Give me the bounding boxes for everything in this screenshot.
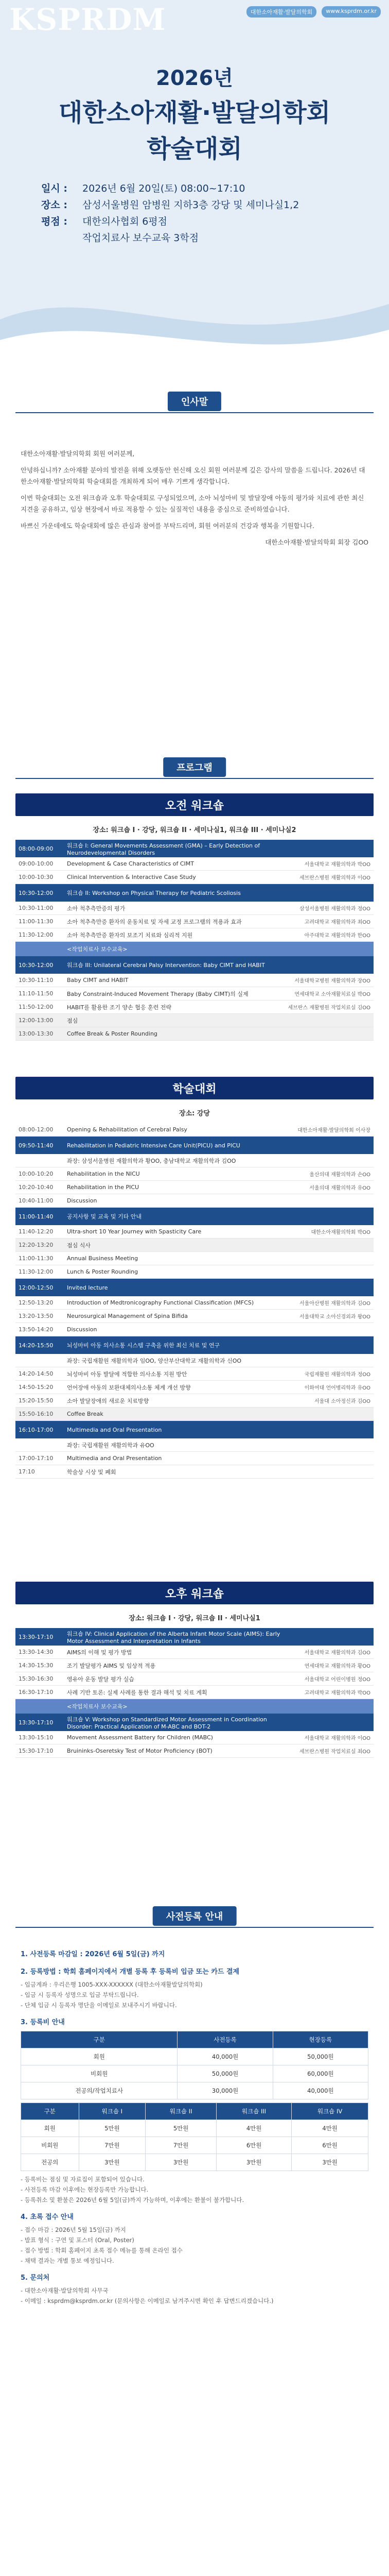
schedule-title: Opening & Rehabilitation of Cerebral Palsy [67, 1126, 187, 1133]
schedule-title: 워크숍 III: Unilateral Cerebral Palsy Intervention: Baby CIMT and HABIT [67, 962, 265, 969]
ws-th: 워크숍 II [146, 2103, 217, 2120]
schedule-row [15, 1252, 374, 1265]
hero-subtitle: 학술대회 [147, 134, 242, 163]
schedule-row [15, 1465, 374, 1479]
ws-table-header [21, 2103, 368, 2120]
divider [15, 412, 374, 413]
schedule-speaker: 연세대학교 소아재활치료실 박OO [294, 992, 370, 997]
schedule-time: 08:00-09:00 [19, 845, 54, 852]
schedule-speaker: 고려대학교 재활의학과 최OO [304, 920, 370, 925]
hero-place-value: 삼성서울병원 암병원 지하3층 강당 및 세미나실1,2 [82, 199, 299, 211]
hero-title: 대한소아재활·발달의학회 [58, 98, 331, 127]
schedule-title: 공지사항 및 교육 및 기타 안내 [67, 1213, 142, 1220]
table-row [21, 2048, 368, 2065]
ws-cell: 3만원 [292, 2154, 368, 2171]
schedule-time: 12:00-12:50 [19, 1284, 54, 1291]
schedule-row [15, 1194, 374, 1208]
schedule-title: Introduction of Medtronicography Functional Classification (MFCS) [67, 1299, 254, 1306]
registration-badge: 사전등록 안내 [153, 1906, 237, 1926]
schedule-speaker: 세브란스 재활병원 작업치료실 김OO [288, 1005, 370, 1011]
fee-cell: 30,000원 [178, 2082, 273, 2099]
ws-cell: 6만원 [217, 2137, 292, 2154]
contact-heading: 5. 문의처 [21, 2274, 50, 2282]
fee-cell: 60,000원 [273, 2065, 368, 2082]
schedule-time: 10:20-10:40 [19, 1184, 54, 1191]
schedule-title: 소아 척추측만증 환자의 운동치료 및 자세 교정 프로그램의 적용과 효과 [67, 918, 242, 925]
am-workshop-place: 장소: 워크숍 I · 강당, 워크숍 II · 세미나실1, 워크숍 III · 세미나실2 [93, 826, 296, 834]
schedule-time: 11:30-12:00 [19, 1268, 54, 1275]
schedule-time: 12:00-13:00 [19, 1017, 54, 1024]
greeting-p1: 대한소아재활·발달의학회 회원 여러분께, [21, 450, 135, 457]
schedule-row [15, 1672, 374, 1686]
reg-line: - 입금 시 등록자 성명으로 입금 부탁드립니다. [21, 1991, 139, 1998]
hero-credit-label: 평점 : [41, 216, 67, 227]
pm-schedule [15, 1628, 374, 1758]
schedule-time: 12:50-13:20 [19, 1299, 54, 1306]
registration-body [21, 1942, 368, 2306]
ws-cell: 4만원 [217, 2120, 292, 2137]
abstract-heading: 4. 초록 접수 안내 [21, 2213, 74, 2221]
schedule-title: Bruininks-Oseretsky Test of Motor Proficiency (BOT) [67, 1748, 213, 1754]
reg-item-3: 3. 등록비 안내 [21, 2019, 65, 2026]
schedule-time: 16:10-17:00 [19, 1426, 54, 1433]
hero-year: 2026년 [156, 66, 233, 90]
schedule-title: 학술상 시상 및 폐회 [67, 1468, 116, 1476]
schedule-title: 워크숍 II: Workshop on Physical Therapy for Pediatric Scoliosis [67, 890, 241, 896]
schedule-title: Movement Assessment Battery for Children (MABC) [67, 1734, 213, 1741]
hero-date-label: 일시 : [41, 183, 67, 194]
schedule-time: 13:30-15:10 [19, 1734, 54, 1741]
reg-item-2: 2. 등록방법 : 학회 홈페이지에서 개별 등록 후 등록비 입금 또는 카드 결제 [21, 1968, 240, 1976]
schedule-row [15, 1646, 374, 1659]
schedule-speaker: 서울대학교 재활의학과 박OO [304, 862, 370, 868]
schedule-row [15, 1137, 374, 1154]
schedule-row [15, 1714, 374, 1731]
schedule-title: <작업치료사 보수교육> [67, 946, 128, 953]
fee-table-header [21, 2031, 368, 2048]
schedule-row [15, 1181, 374, 1194]
table-row [21, 2137, 368, 2154]
schedule-title: 영유아 운동 발달 평가 실습 [67, 1675, 134, 1683]
schedule-row [15, 1154, 374, 1167]
schedule-speaker: 세브란스병원 재활의학과 이OO [299, 875, 370, 881]
schedule-title: 뇌성마비 아동 의사소통 시스템 구축을 위한 최신 치료 및 연구 [67, 1342, 220, 1349]
schedule-time: 13:50-14:20 [19, 1326, 54, 1333]
hero-credit-value2: 작업치료사 보수교육 3학점 [82, 232, 199, 244]
schedule-speaker: 서울대학교 재활의학과 이OO [304, 1736, 370, 1741]
table-row [21, 2065, 368, 2082]
schedule-row [15, 1452, 374, 1465]
schedule-title: 소아 발달장애의 새로운 치료방향 [67, 1397, 149, 1404]
pm-workshop-banner: 오후 워크숍 [15, 1582, 374, 1604]
schedule-title: 워크숍 I: General Movements Assessment (GMA) – Early Detection of Neurodevelopmental Disorders [67, 842, 260, 856]
hero-link-org[interactable]: 대한소아재활·발달의학회 [246, 6, 316, 18]
schedule-time: 13:30-17:10 [19, 1719, 54, 1726]
schedule-title: 뇌성마비 아동 발달에 적합한 의사소통 지원 방안 [67, 1370, 187, 1378]
ws-cell: 3만원 [146, 2154, 217, 2171]
schedule-time: 14:20-15:50 [19, 1342, 54, 1349]
schedule-row [15, 1367, 374, 1381]
hero-info [41, 180, 299, 246]
hero-credit-row [41, 213, 299, 230]
ws-cell: 4만원 [292, 2120, 368, 2137]
schedule-time: 10:30-12:00 [19, 961, 54, 969]
schedule-row [15, 1421, 374, 1438]
schedule-row [15, 840, 374, 857]
schedule-row [15, 871, 374, 884]
schedule-speaker: 울산의대 재활의학과 손OO [309, 1172, 370, 1178]
schedule-time: 14:20-14:50 [19, 1370, 54, 1377]
schedule-title: 워크숍 V: Workshop on Standardized Motor Assessment in Coordination Disorder: Practical Application of M-ABC and BOT-2 [67, 1716, 267, 1730]
schedule-title: <작업치료사 보수교육> [67, 1703, 128, 1710]
schedule-title: 점심 [67, 1017, 78, 1024]
reg-note: - 사전등록 마감 이후에는 현장등록만 가능합니다. [21, 2186, 149, 2193]
schedule-speaker: 삼성서울병원 재활의학과 정OO [299, 906, 370, 912]
fee-cell: 50,000원 [273, 2048, 368, 2065]
schedule-title: Invited lecture [67, 1284, 108, 1291]
schedule-time: 14:50-15:20 [19, 1384, 54, 1391]
contact-line: - 대한소아재활·발달의학회 사무국 [21, 2287, 109, 2294]
schedule-time: 10:40-11:00 [19, 1197, 54, 1204]
schedule-row [15, 1167, 374, 1181]
ws-th: 워크숍 I [79, 2103, 146, 2120]
schedule-row [15, 1001, 374, 1014]
symposium-place: 장소: 강당 [179, 1110, 210, 1117]
schedule-title: Discussion [67, 1326, 97, 1333]
schedule-row [15, 1208, 374, 1225]
ws-th: 워크숍 III [217, 2103, 292, 2120]
ws-th: 워크숍 IV [292, 2103, 368, 2120]
table-row [21, 2154, 368, 2171]
schedule-title: 점심 식사 [67, 1242, 91, 1249]
hero-date-value: 2026년 6월 20일(토) 08:00~17:10 [82, 183, 245, 194]
schedule-title: Baby Constraint-Induced Movement Therapy (Baby CIMT)의 실제 [67, 990, 249, 997]
schedule-time: 16:30-17:10 [19, 1689, 54, 1696]
schedule-row [15, 1394, 374, 1408]
schedule-time: 13:00-13:30 [19, 1030, 54, 1037]
ws-cell: 7만원 [146, 2137, 217, 2154]
hero-place-row [41, 197, 299, 213]
schedule-title: 좌장: 국립재활원 재활의학과 임OO, 양산부산대학교 재활의학과 신OO [67, 1357, 242, 1364]
schedule-title: Coffee Break & Poster Rounding [67, 1030, 157, 1037]
ws-cell: 3만원 [79, 2154, 146, 2171]
schedule-row [15, 1027, 374, 1041]
schedule-title: Neurosurgical Management of Spina Bifida [67, 1313, 188, 1319]
schedule-title: 워크숍 IV: Clinical Application of the Alberta Infant Motor Scale (AIMS): Early Motor Assessment and Interpretation in Infants [67, 1630, 280, 1645]
schedule-time: 10:30-11:00 [19, 905, 54, 911]
schedule-title: HABIT를 활용한 조기 양손 협응 훈련 전략 [67, 1004, 172, 1011]
greeting-body [21, 448, 368, 553]
ws-th: 구분 [21, 2103, 79, 2120]
hero-links [246, 6, 381, 18]
ws-cell: 7만원 [79, 2137, 146, 2154]
ws-cell: 6만원 [292, 2137, 368, 2154]
schedule-speaker: 서울대학교 재활의학과 김OO [304, 1650, 370, 1656]
schedule-speaker: 서울대 소아정신과 김OO [314, 1399, 370, 1404]
ws-cell: 전공의 [21, 2154, 79, 2171]
schedule-time: 12:20-13:20 [19, 1242, 54, 1248]
schedule-speaker: 고려대학교 재활의학과 박OO [304, 1690, 370, 1696]
schedule-time: 09:50-11:40 [19, 1142, 54, 1149]
reg-line: - 단체 입금 시 등록자 명단을 이메일로 보내주시기 바랍니다. [21, 2002, 177, 2009]
schedule-time: 10:30-11:10 [19, 977, 54, 984]
schedule-title: Multimedia and Oral Presentation [67, 1426, 162, 1433]
fee-th: 현장등록 [273, 2031, 368, 2048]
hero-date-row [41, 180, 299, 197]
schedule-row [15, 902, 374, 915]
schedule-time: 14:30-15:30 [19, 1662, 54, 1669]
schedule-row [15, 1336, 374, 1354]
schedule-title: 사례 기반 토론: 실제 사례를 통한 결과 해석 및 치료 계획 [67, 1689, 207, 1696]
schedule-title: 좌장: 국립재활원 재활의학과 유OO [67, 1442, 154, 1449]
schedule-row [15, 1744, 374, 1758]
fee-cell: 전공의/작업치료사 [21, 2082, 178, 2099]
schedule-title: Development & Case Characteristics of CIMT [67, 860, 194, 867]
schedule-time: 15:20-15:50 [19, 1397, 54, 1404]
table-row [21, 2082, 368, 2099]
symposium-schedule [15, 1123, 374, 1479]
schedule-speaker: 서울의대 재활의학과 유OO [309, 1185, 370, 1191]
schedule-row [15, 1686, 374, 1699]
schedule-time: 15:50-16:10 [19, 1411, 54, 1417]
fee-table [21, 2031, 368, 2099]
fee-cell: 40,000원 [273, 2082, 368, 2099]
greeting-badge: 인사말 [168, 392, 221, 411]
schedule-time: 11:00-11:40 [19, 1213, 54, 1220]
schedule-title: Rehabilitation in Pediatric Intensive Care Unit(PICU) and PICU [67, 1142, 240, 1149]
schedule-speaker: 서울대학교병원 재활의학과 장OO [294, 978, 370, 984]
schedule-time: 17:10 [19, 1468, 35, 1475]
schedule-speaker: 세브란스병원 작업치료실 최OO [299, 1749, 370, 1755]
schedule-row [15, 956, 374, 974]
schedule-time: 15:30-17:10 [19, 1748, 54, 1754]
schedule-title: Coffee Break [67, 1411, 103, 1417]
schedule-row [15, 1014, 374, 1027]
schedule-title: Ultra-short 10 Year Journey with Spasticity Care [67, 1228, 202, 1235]
hero-logo: KSPRDM [9, 2, 166, 37]
schedule-row [15, 928, 374, 942]
program-badge: 프로그램 [163, 757, 226, 777]
schedule-title: 좌장: 삼성서울병원 재활의학과 황OO, 충남대학교 재활의학과 김OO [67, 1157, 236, 1164]
schedule-time: 17:00-17:10 [19, 1455, 54, 1462]
schedule-speaker: 서울아산병원 재활의학과 김OO [299, 1301, 370, 1307]
hero-place-label: 장소 : [41, 199, 67, 211]
schedule-row [15, 1323, 374, 1336]
schedule-title: Clinical Intervention & Interactive Case Study [67, 874, 196, 880]
schedule-row [15, 1699, 374, 1714]
schedule-row [15, 974, 374, 987]
fee-cell: 40,000원 [178, 2048, 273, 2065]
schedule-time: 09:00-10:00 [19, 860, 54, 867]
schedule-row [15, 1310, 374, 1323]
abstract-line: - 접수 방법 : 학회 홈페이지 초록 접수 메뉴를 통해 온라인 접수 [21, 2247, 183, 2254]
schedule-time: 11:00-11:30 [19, 918, 54, 925]
schedule-row [15, 1381, 374, 1394]
am-schedule [15, 840, 374, 1041]
abstract-line: - 접수 마감 : 2026년 5월 15일(금) 까지 [21, 2226, 126, 2233]
schedule-row [15, 1659, 374, 1672]
table-row [21, 2120, 368, 2137]
schedule-time: 13:20-13:50 [19, 1313, 54, 1319]
ws-cell: 회원 [21, 2120, 79, 2137]
schedule-title: 소아 척추측만증의 평가 [67, 905, 126, 912]
reg-line: - 입금계좌 : 우리은행 1005-XXX-XXXXXX (대한소아재활발달의학회) [21, 1981, 203, 1988]
schedule-row [15, 1438, 374, 1452]
schedule-row [15, 942, 374, 956]
schedule-time: 10:00-10:30 [19, 874, 54, 880]
fee-cell: 회원 [21, 2048, 178, 2065]
schedule-row [15, 884, 374, 902]
schedule-title: Baby CIMT and HABIT [67, 977, 129, 984]
schedule-title: 조기 발달평가 AIMS 및 임상적 적용 [67, 1662, 156, 1669]
schedule-time: 11:50-12:00 [19, 1004, 54, 1010]
greeting-p4: 바쁘신 가운데에도 학술대회에 많은 관심과 참여를 부탁드리며, 회원 여러분의 건강과 행복을 기원합니다. [21, 522, 314, 530]
contact-line: - 이메일 : ksprdm@ksprdm.or.kr (문의사항은 이메일로 남겨주시면 확인 후 답변드리겠습니다.) [21, 2297, 274, 2304]
schedule-time: 11:10-11:50 [19, 990, 54, 997]
ws-cell: 비회원 [21, 2137, 79, 2154]
schedule-speaker: 국립재활원 재활의학과 정OO [304, 1372, 370, 1378]
reg-item-1: 1. 사전등록 마감일 : 2026년 6월 5일(금) 까지 [21, 1951, 165, 1958]
schedule-speaker: 대한소아재활의학회 박OO [311, 1230, 370, 1235]
schedule-title: 소아 척추측만증 환자의 보조기 치료와 심리적 지원 [67, 931, 193, 939]
schedule-speaker: 대한소아재활·발달의학회 이사장 [297, 1128, 370, 1133]
ws-cell: 5만원 [79, 2120, 146, 2137]
hero-credit-value1: 대한의사협회 6평점 [82, 216, 168, 227]
schedule-title: Multimedia and Oral Presentation [67, 1455, 162, 1462]
schedule-speaker: 서울대학교 소아신경외과 왕OO [299, 1314, 370, 1320]
schedule-title: Rehabilitation in the PICU [67, 1184, 139, 1191]
schedule-row [15, 1296, 374, 1310]
pm-workshop-place: 장소: 워크숍 I · 강당, 워크숍 II · 세미나실1 [129, 1615, 260, 1622]
greeting-signature: 대한소아재활·발달의학회 회장 김OO [265, 538, 368, 546]
schedule-time: 15:30-16:30 [19, 1675, 54, 1682]
schedule-time: 08:00-12:00 [19, 1126, 54, 1133]
fee-th: 사전등록 [178, 2031, 273, 2048]
schedule-row [15, 1731, 374, 1744]
am-workshop-banner: 오전 워크숍 [15, 793, 374, 816]
schedule-time: 10:00-10:20 [19, 1171, 54, 1177]
schedule-row [15, 1265, 374, 1279]
schedule-row [15, 915, 374, 928]
hero-credit-row2 [41, 230, 299, 246]
schedule-row [15, 1628, 374, 1646]
fee-cell: 50,000원 [178, 2065, 273, 2082]
schedule-time: 10:30-12:00 [19, 889, 54, 896]
symposium-banner: 학술대회 [15, 1077, 374, 1099]
fee-th: 구분 [21, 2031, 178, 2048]
fee-cell: 비회원 [21, 2065, 178, 2082]
schedule-title: Rehabilitation in the NICU [67, 1171, 140, 1177]
schedule-speaker: 이화여대 언어병리학과 유OO [304, 1385, 370, 1391]
schedule-row [15, 1225, 374, 1239]
workshop-fee-table [21, 2103, 368, 2171]
schedule-title: AIMS의 이해 및 평가 방법 [67, 1649, 132, 1656]
schedule-title: Discussion [67, 1197, 97, 1204]
schedule-time: 11:40-12:20 [19, 1228, 54, 1235]
ws-cell: 5만원 [146, 2120, 217, 2137]
abstract-line: - 발표 형식 : 구연 및 포스터 (Oral, Poster) [21, 2236, 134, 2244]
schedule-time: 11:30-12:00 [19, 931, 54, 938]
schedule-row [15, 1408, 374, 1421]
reg-note: - 등록취소 및 환불은 2026년 6월 5일(금)까지 가능하며, 이후에는 환불이 불가합니다. [21, 2196, 244, 2204]
hero-link-site[interactable]: www.ksprdm.or.kr [322, 6, 381, 18]
divider [15, 1927, 374, 1928]
schedule-speaker: 연세대학교 재활의학과 황OO [304, 1664, 370, 1669]
schedule-time: 13:30-17:10 [19, 1633, 54, 1640]
schedule-title: 언어장애 아동의 보완대체의사소통 체계 개선 방향 [67, 1384, 191, 1391]
greeting-p3: 이번 학술대회는 오전 워크숍과 오후 학술대회로 구성되었으며, 소아 뇌성마비 및 발달장애 아동의 평가와 치료에 관한 최신 지견을 공유하고, 임상 현장에서 바로 적용할 수 있는 실질적인 내용을 중심으로 준비하였습니다. [21, 494, 364, 513]
schedule-row [15, 857, 374, 871]
hero-wave-graphic [0, 247, 389, 371]
divider [15, 778, 374, 779]
schedule-speaker: 아주대학교 재활의학과 한OO [304, 933, 370, 939]
schedule-row [15, 1239, 374, 1252]
schedule-time: 11:00-11:30 [19, 1255, 54, 1262]
schedule-time: 13:30-14:30 [19, 1649, 54, 1655]
schedule-title: Lunch & Poster Rounding [67, 1268, 138, 1275]
schedule-title: Annual Business Meeting [67, 1255, 138, 1262]
schedule-speaker: 서울대학교 어린이병원 정OO [304, 1677, 370, 1683]
schedule-row [15, 1279, 374, 1296]
ws-cell: 3만원 [217, 2154, 292, 2171]
abstract-line: - 채택 결과는 개별 통보 예정입니다. [21, 2257, 114, 2264]
schedule-row [15, 987, 374, 1001]
reg-note: - 등록비는 점심 및 자료집이 포함되어 있습니다. [21, 2176, 145, 2183]
schedule-row [15, 1123, 374, 1137]
hero-section [0, 0, 389, 371]
greeting-p2: 안녕하십니까? 소아재활 분야의 발전을 위해 오랫동안 헌신해 오신 회원 여러분께 깊은 감사의 말씀을 드립니다. 2026년 대한소아재활·발달의학회 학술대회를 개최하게 되어 매우 기쁘게 생각합니다. [21, 466, 365, 485]
schedule-row [15, 1354, 374, 1367]
